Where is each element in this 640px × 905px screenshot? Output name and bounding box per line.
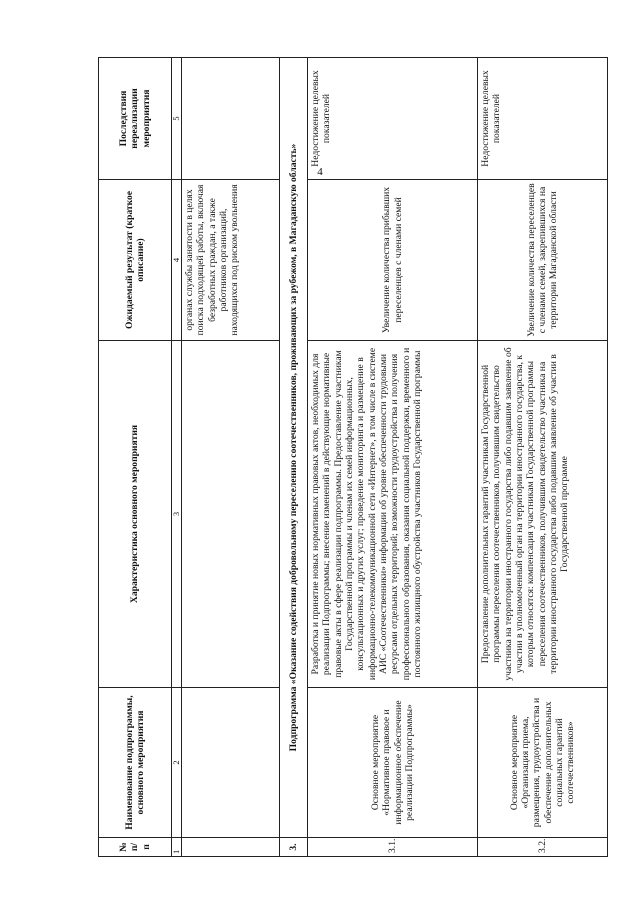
header-consequences: Последствия нереализации мероприятия [99, 58, 172, 180]
measures-table [98, 57, 608, 857]
header-name: Наименование подпрограммы, основного мероприятия [99, 688, 172, 838]
header-row [99, 58, 172, 857]
subprogram-row [280, 58, 308, 857]
column-numbers-row [172, 58, 182, 857]
subprogram-title: Подпрограмма «Оказание содействия добровольному переселению соотечественников, проживающих за рубежом, в Магаданскую область» [280, 58, 308, 838]
table-row [308, 58, 478, 857]
cell-empty [182, 688, 280, 838]
measure-characteristic: Предоставление дополнительных гарантий участникам Государственной программы переселения соотечественников, получившим свидетельство участника на территории иностранного государства либо подавшим заявление об участии в уполномоченный орган на территории иностранного государства, к которым относятся: компенсация участникам Государственной программы переселения соотечественников, получившим свидетельство участника на территории иностранного государства либо подавшим заявление об участии в Государственной программе [478, 341, 608, 688]
measure-name: Основное мероприятие «Нормативное правовое и информационное обеспечение реализации Подпрограммы» [308, 688, 478, 838]
measure-consequences: Недостижение целевых показателей [478, 58, 608, 180]
cell-empty [182, 341, 280, 688]
column-number: 1 [172, 838, 182, 857]
page-number: 4 [317, 166, 323, 178]
row-num: 3.1. [308, 838, 478, 857]
header-characteristic: Характеристика основного мероприятия [99, 341, 172, 688]
row-num: 3.2. [478, 838, 608, 857]
header-result: Ожидаемый результат (краткое описание) [99, 180, 172, 341]
measure-result: Увеличение количества переселенцев с членами семей, закрепившихся на территории Магаданской области [478, 180, 608, 341]
table-row [478, 58, 608, 857]
measure-consequences: Недостижение целевых показателей [308, 58, 478, 180]
continuation-result: органах службы занятости в целях поиска подходящей работы, включая безработных граждан, а также работников организаций, находящихся под риском увольнения [182, 180, 280, 341]
continuation-row [182, 58, 280, 857]
cell-empty [182, 58, 280, 180]
header-num: № п/п [99, 838, 172, 857]
measure-characteristic: Разработка и принятие новых нормативных правовых актов, необходимых для реализации Подпрограммы; внесение изменений в действующие нормативные правовые акты в сфере реализации подпрограммы. Предоставление участникам Государственной программы и членам их семей информационных, консультационных и других услуг; проведение мониторинга и размещение в информационно-телекоммуникационной сети «Интернет», в том числе в системе АИС «Соотечественники» информации об уровне обеспеченности трудовыми ресурсами отдельных территорий; возможности трудоустройства и получения профессионального образования, оказания социальной поддержки, временного и постоянного жилищного обустройства участников Государственной программы [308, 341, 478, 688]
column-number: 3 [172, 341, 182, 688]
measure-result: Увеличение количества прибывших переселенцев с членами семей [308, 180, 478, 341]
rotated-table-container [98, 58, 598, 857]
measure-name: Основное мероприятие «Организация приема, размещения, трудоустройства и обеспечение дополнительных социальных гарантий соотечественников» [478, 688, 608, 838]
subprogram-num: 3. [280, 838, 308, 857]
column-number: 5 [172, 58, 182, 180]
column-number: 2 [172, 688, 182, 838]
cell-empty [182, 838, 280, 857]
column-number: 4 [172, 180, 182, 341]
